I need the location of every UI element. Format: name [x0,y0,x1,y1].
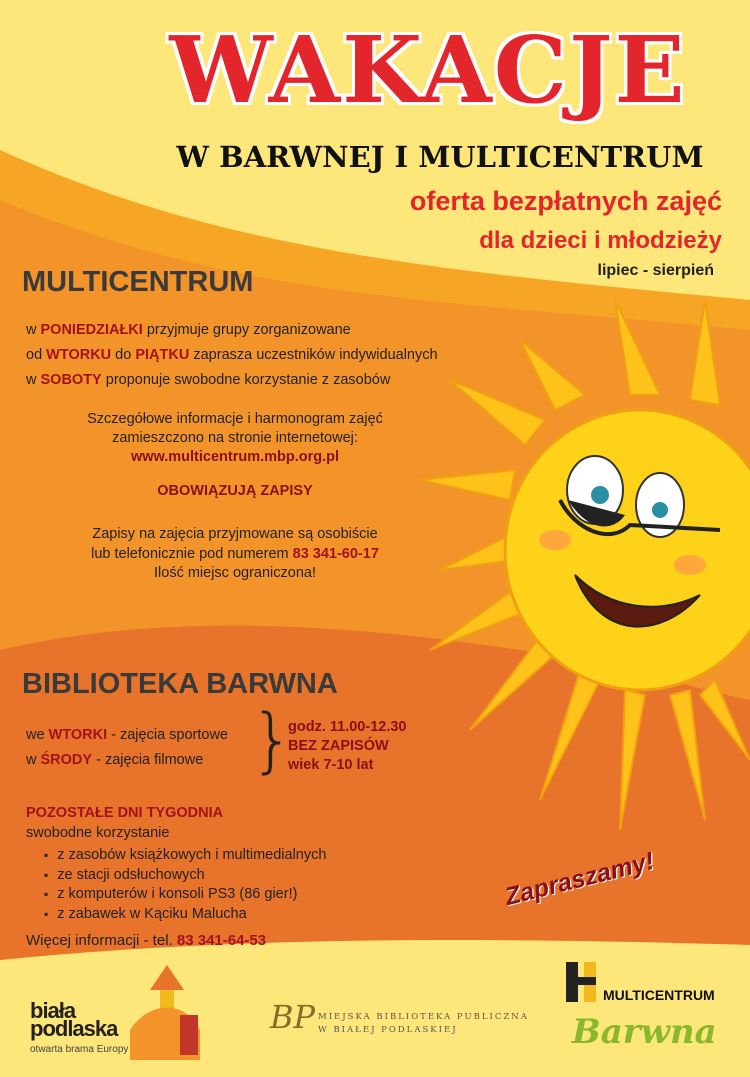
offer-line-1: oferta bezpłatnych zajęć [409,186,722,216]
multicentrum-logo-text: MULTICENTRUM [603,987,715,1003]
multicentrum-heading: MULTICENTRUM [22,266,254,298]
poster-title: WAKACJE [169,16,687,124]
multicentrum-line-3: w SOBOTY proponuje swobodne korzystanie z zasobów [26,372,391,388]
website-link[interactable]: www.multicentrum.mbp.org.pl [130,449,340,465]
offer-line-2: dla dzieci i młodzieży [479,227,722,254]
multicentrum-phone: 83 341-60-17 [292,545,379,562]
schedule-details: godz. 11.00-12.30 BEZ ZAPISÓW wiek 7-10 lat [288,719,407,773]
registration-details: Zapisy na zajęcia przyjmowane są osobiście lub telefonicznie pod numerem 83 341-60-17 Ilość miejsc ograniczona! [91,526,379,581]
multicentrum-info: Szczegółowe informacje i harmonogram zajęć zamieszczono na stronie internetowej: www.multicentrum.mbp.org.pl [40,410,430,467]
biblioteka-line-2: w ŚRODY - zajęcia filmowe [26,752,204,768]
library-logo-text: MIEJSKA BIBLIOTEKA PUBLICZNA W BIAŁEJ PODLASKIEJ [318,1012,529,1035]
months-label: lipiec - sierpień [597,262,714,279]
barwna-logo: Barwna [572,1012,717,1052]
list-item: ▪ ze stacji odsłuchowych [44,866,326,886]
biblioteka-heading: BIBLIOTEKA BARWNA [22,668,338,700]
other-days-heading: POZOSTAŁE DNI TYGODNIA [26,805,224,821]
city-logo: biała podlaska otwarta brama Europy [30,998,129,1055]
multicentrum-line-1: w PONIEDZIAŁKI przyjmuje grupy zorganizowane [26,322,351,338]
poster-subtitle: W BARWNEJ I MULTICENTRUM [176,140,704,174]
multicentrum-line-2: od WTORKU do PIĄTKU zaprasza uczestników indywidualnych [26,347,438,363]
schedule-brace: } [250,699,295,781]
list-item: ▪ z komputerów i konsoli PS3 (86 gier!) [44,885,326,905]
invite-text: Zapraszamy! [502,847,658,912]
list-item: ▪ z zasobów książkowych i multimedialnych [44,846,326,866]
more-info-line: Więcej informacji - tel. 83 341-64-53 [26,932,267,949]
biblioteka-phone: 83 341-64-53 [176,932,267,949]
list-item: ▪ z zabawek w Kąciku Malucha [44,905,326,925]
biblioteka-line-1: we WTORKI - zajęcia sportowe [26,727,228,743]
free-use-label: swobodne korzystanie [26,825,170,841]
resources-list [44,846,326,924]
registration-notice: OBOWIĄZUJĄ ZAPISY [157,483,313,499]
library-monogram: BP [270,998,316,1036]
